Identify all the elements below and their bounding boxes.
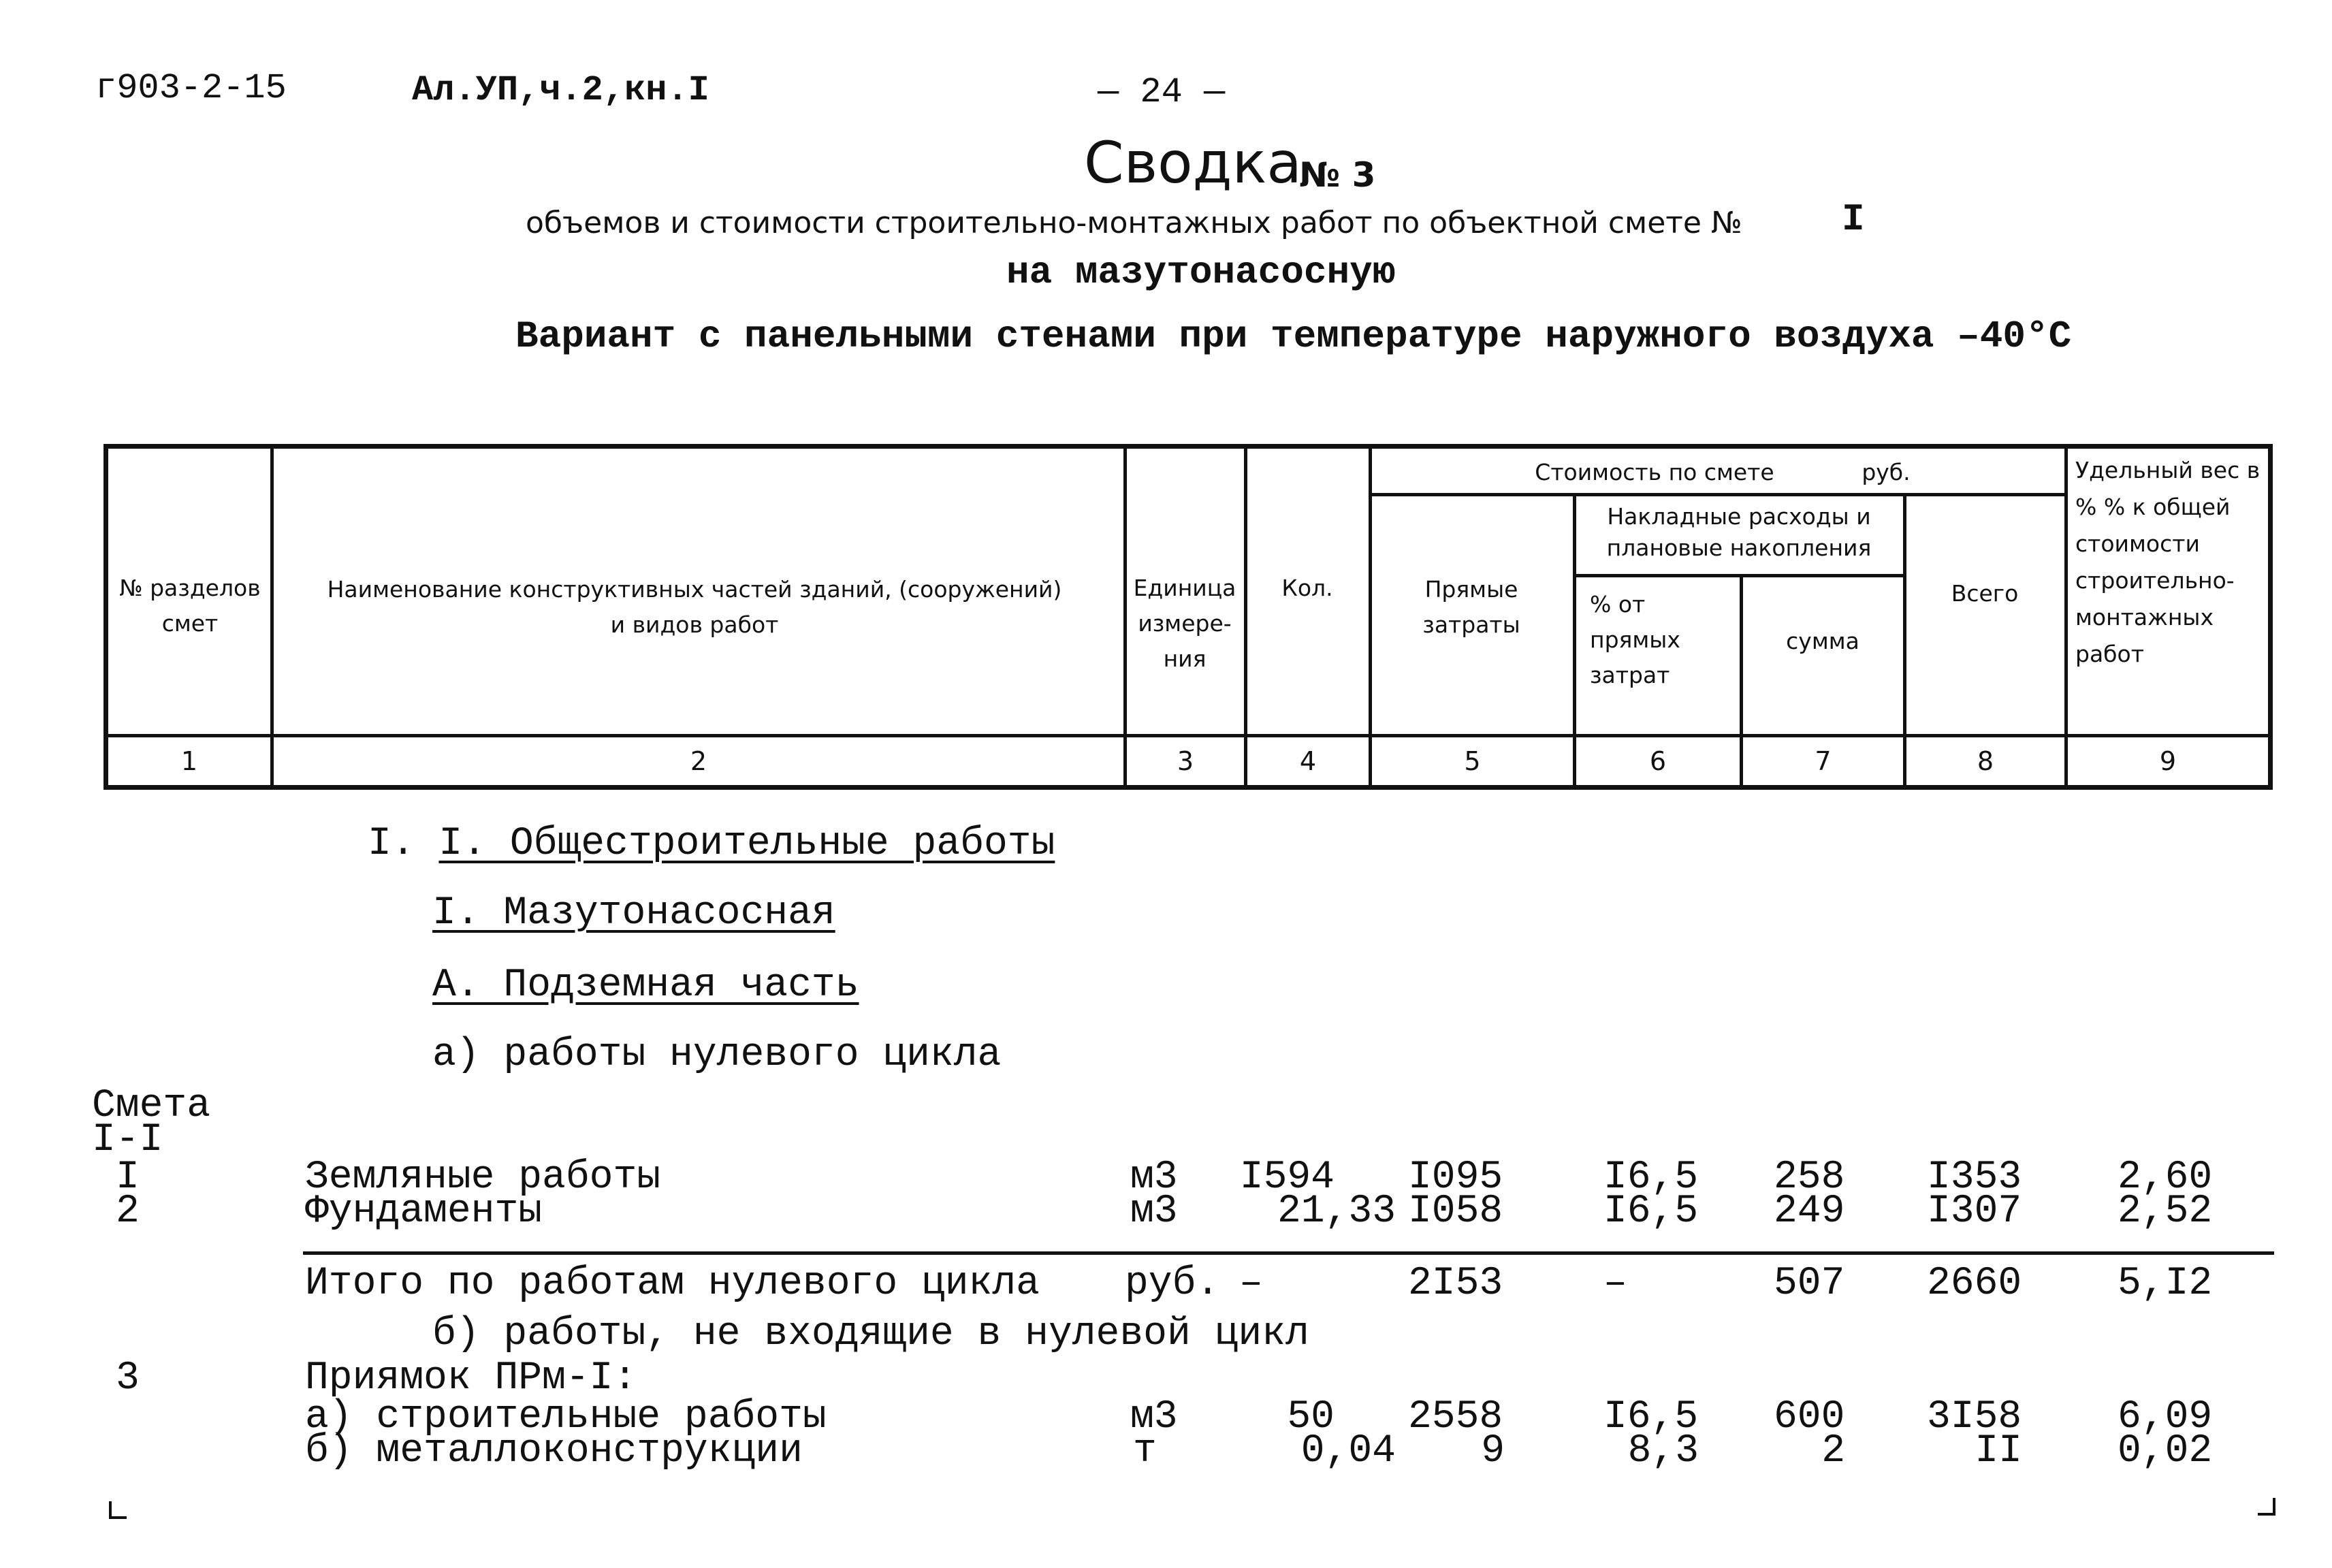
header-cost-group: Стоимость по смете <box>1535 459 1774 485</box>
page-number: — 24 — <box>1098 72 1226 112</box>
pit-row-overhead-sum: 2 <box>1821 1429 1845 1473</box>
pit-row-unit: т <box>1133 1429 1157 1473</box>
estimate-code: I-I <box>92 1118 163 1162</box>
subtotal-direct-costs: 2I53 <box>1408 1262 1503 1306</box>
document-title: Сводка <box>1084 129 1302 196</box>
row-direct-costs: I058 <box>1408 1189 1503 1234</box>
subsection-heading: I. Мазутонасосная <box>432 891 835 935</box>
subtitle-line: объемов и стоимости строительно-монтажных работ по объектной смете № <box>526 206 1742 240</box>
header-col1: № разделов смет <box>119 575 261 637</box>
summary-number: № 3 <box>1299 155 1376 195</box>
subtotal-total: 2660 <box>1927 1262 2022 1306</box>
pit-row-quantity: 50 <box>1287 1395 1335 1439</box>
header-overhead-group: Накладные расходы и плановые накопления <box>1606 503 1872 561</box>
pit-row-share: 0,02 <box>2118 1429 2213 1473</box>
section-heading <box>368 824 1055 865</box>
album-reference: Ал.УП,ч.2,кн.I <box>412 70 709 110</box>
pit-row-unit: м3 <box>1130 1395 1178 1439</box>
row-total: I307 <box>1927 1189 2022 1234</box>
header-col5: Прямые затраты <box>1422 576 1520 638</box>
subtitle-object: на мазутонасосную <box>1006 251 1396 294</box>
subtotal-overhead-percent: – <box>1603 1262 1627 1306</box>
row-rule <box>1369 493 2066 496</box>
subtotal-share: 5,I2 <box>2118 1262 2213 1306</box>
col-number: 1 <box>180 746 198 776</box>
row-overhead-sum: 258 <box>1774 1155 1845 1200</box>
header-col3: Единица измере-ния <box>1133 575 1236 672</box>
section-title: I. Общестроительные работы <box>438 822 1055 866</box>
header-col4: Кол. <box>1281 575 1333 601</box>
variant-line: Вариант с панельными стенами при температуре наружного воздуха –40°С <box>515 315 2072 358</box>
row-quantity: I594 <box>1239 1155 1335 1200</box>
col-number: 6 <box>1649 746 1667 776</box>
pit-name: Приямок ПРм-I: <box>305 1356 637 1401</box>
subtotal-divider <box>303 1251 2274 1255</box>
col-rule <box>1244 444 1247 790</box>
col-rule <box>270 444 274 790</box>
row-rule <box>1573 574 1905 577</box>
pit-row-name: б) металлоконструкции <box>305 1429 803 1473</box>
estimate-label: Смета <box>92 1084 211 1128</box>
col-number: 4 <box>1299 746 1317 776</box>
pit-row-overhead-percent: 8,3 <box>1627 1429 1699 1473</box>
col-number: 8 <box>1977 746 1994 776</box>
row-number: 2 <box>116 1189 140 1234</box>
row-name: Земляные работы <box>305 1155 661 1200</box>
section-number: I. <box>368 822 439 866</box>
row-name: Фундаменты <box>305 1189 543 1234</box>
col-number: 2 <box>690 746 707 776</box>
subtotal-name: Итого по работам нулевого цикла <box>305 1262 1040 1306</box>
header-col7: сумма <box>1786 628 1859 654</box>
pit-row-total: II <box>1975 1429 2022 1473</box>
subtotal-unit: руб. <box>1125 1262 1220 1306</box>
col-number: 5 <box>1464 746 1481 776</box>
row-rule <box>103 734 2273 737</box>
row-share: 2,52 <box>2118 1189 2213 1234</box>
header-col2: Наименование конструктивных частей зданий, (сооружений) и видов работ <box>327 576 1062 638</box>
pit-row-direct-costs: 2558 <box>1408 1395 1503 1439</box>
pit-row-share: 6,09 <box>2118 1395 2213 1439</box>
row-total: I353 <box>1927 1155 2022 1200</box>
header-cost-unit: руб. <box>1862 459 1911 485</box>
row-unit: м3 <box>1130 1155 1178 1200</box>
header-col9: Удельный вес в % % к общей стоимости строительно-монтажных работ <box>2075 457 2261 667</box>
estimate-number: I <box>1842 197 1865 241</box>
row-overhead-sum: 249 <box>1774 1189 1845 1234</box>
pit-number: 3 <box>116 1356 140 1401</box>
pit-row-overhead-sum: 600 <box>1774 1395 1845 1439</box>
pit-row-direct-costs: 9 <box>1481 1429 1505 1473</box>
row-direct-costs: I095 <box>1408 1155 1503 1200</box>
row-quantity: 21,33 <box>1277 1189 1396 1234</box>
corner-mark-right <box>2258 1498 2275 1516</box>
document-code: г903-2-15 <box>95 68 287 108</box>
row-number: I <box>116 1155 140 1200</box>
header-col6: % от прямых затрат <box>1590 591 1680 688</box>
row-overhead-percent: I6,5 <box>1603 1189 1699 1234</box>
pit-row-name: а) строительные работы <box>305 1395 827 1439</box>
pit-row-total: 3I58 <box>1927 1395 2022 1439</box>
col-number: 9 <box>2159 746 2177 776</box>
col-number: 3 <box>1177 746 1194 776</box>
row-overhead-percent: I6,5 <box>1603 1155 1699 1200</box>
row-share: 2,60 <box>2118 1155 2213 1200</box>
subtotal-quantity: – <box>1239 1262 1263 1306</box>
col-number: 7 <box>1815 746 1832 776</box>
subtotal-overhead-sum: 507 <box>1774 1262 1845 1306</box>
row-unit: м3 <box>1130 1189 1178 1234</box>
zero-cycle-heading: а) работы нулевого цикла <box>432 1033 1002 1077</box>
non-zero-cycle-heading: б) работы, не входящие в нулевой цикл <box>432 1312 1309 1356</box>
col-rule <box>1123 444 1127 790</box>
pit-row-overhead-percent: I6,5 <box>1603 1395 1699 1439</box>
part-heading: А. Подземная часть <box>432 963 859 1008</box>
header-col8: Всего <box>1951 580 2019 607</box>
pit-row-quantity: 0,04 <box>1300 1429 1396 1473</box>
corner-mark-left <box>109 1501 127 1519</box>
